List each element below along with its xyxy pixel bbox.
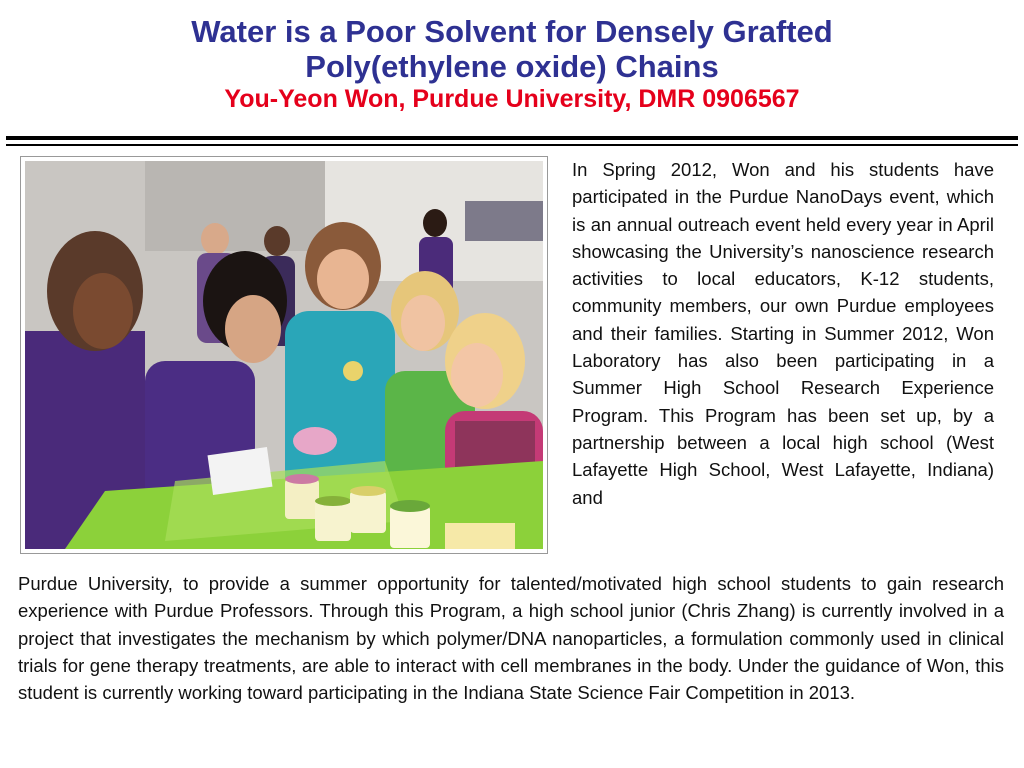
side-paragraph: In Spring 2012, Won and his students have participated in the Purdue NanoDays event, which is an annual outreach event held every year in April showcasing the University’s nanoscience research activities to local educators, K-12 students, community members, our own Purdue employees and their families. Starting in Summer 2012, Won Laboratory has also been participating in a Summer High School Research Experience Program. This Program has been set up, by a partnership between a local high school (West Lafayette High School, West Lafayette, Indiana) and xyxy=(572,159,994,508)
bottom-paragraph: Purdue University, to provide a summer opportunity for talented/motivated high school students to gain research experience with Purdue Professors. Through this Program, a high school junior (Chris Zhang) is currently involved in a project that investigates the mechanism by which polymer/DNA nanoparticles, a formulation commonly used in clinical trials for gene therapy treatments, are able to interact with cell membranes in the body. Under the guidance of Won, this student is currently working toward participating in the Indiana State Science Fair Competition in 2013. xyxy=(18,573,1004,704)
header-divider-thick xyxy=(6,136,1018,140)
nanodays-photo xyxy=(25,161,543,549)
page-title-line-1: Water is a Poor Solvent for Densely Grafted xyxy=(191,14,833,49)
photo-frame xyxy=(20,156,548,554)
title-block xyxy=(0,14,1024,114)
header-divider-thin xyxy=(6,144,1018,146)
page-title-line-2: Poly(ethylene oxide) Chains xyxy=(305,49,719,84)
page-subtitle: You-Yeon Won, Purdue University, DMR 0906567 xyxy=(224,85,800,113)
